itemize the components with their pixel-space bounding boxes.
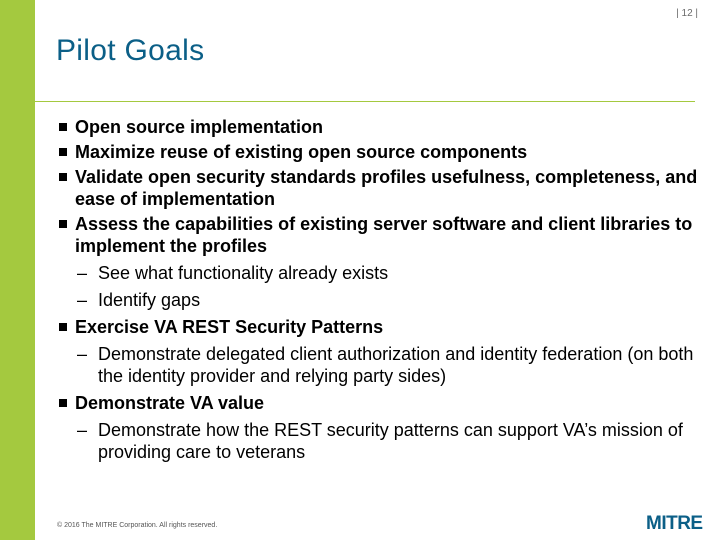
title-divider — [35, 101, 695, 102]
mitre-logo — [646, 512, 706, 532]
bullet-item — [55, 213, 705, 311]
sub-bullet-item — [76, 343, 705, 387]
bullet-item — [55, 392, 705, 463]
bullet-text: Maximize reuse of existing open source components — [75, 142, 528, 162]
bullet-text: Assess the capabilities of existing server software and client libraries to implement the profiles — [75, 214, 693, 256]
page-number: | 12 | — [676, 8, 698, 19]
bullet-item — [55, 116, 705, 138]
dash-bullet-icon: – — [77, 290, 88, 310]
dash-bullet-icon: – — [77, 344, 88, 364]
square-bullet-icon — [59, 399, 67, 407]
sub-bullet-item — [76, 289, 705, 311]
slide-title: Pilot Goals — [56, 34, 205, 67]
sub-bullet-text: Demonstrate delegated client authorization and identity federation (on both the identity provider and relying party sides) — [98, 344, 694, 386]
bullet-text: Exercise VA REST Security Patterns — [75, 317, 384, 337]
bullet-list — [55, 116, 705, 463]
square-bullet-icon — [59, 148, 67, 156]
left-accent-bar — [0, 0, 35, 540]
copyright-notice: © 2016 The MITRE Corporation. All rights reserved. — [57, 522, 218, 529]
slide-content — [55, 116, 705, 468]
bullet-text: Demonstrate VA value — [75, 393, 265, 413]
sub-bullet-text: Identify gaps — [98, 290, 201, 310]
dash-bullet-icon: – — [77, 420, 88, 440]
square-bullet-icon — [59, 323, 67, 331]
sub-bullet-list — [75, 262, 705, 311]
mitre-logo-text: MITRE — [646, 513, 703, 532]
bullet-item — [55, 141, 705, 163]
sub-bullet-list — [75, 419, 705, 463]
sub-bullet-list — [75, 343, 705, 387]
sub-bullet-item — [76, 262, 705, 284]
square-bullet-icon — [59, 173, 67, 181]
sub-bullet-text: See what functionality already exists — [98, 263, 389, 283]
sub-bullet-text: Demonstrate how the REST security patterns can support VA’s mission of providing care to veterans — [98, 420, 683, 462]
sub-bullet-item — [76, 419, 705, 463]
square-bullet-icon — [59, 123, 67, 131]
dash-bullet-icon: – — [77, 263, 88, 283]
bullet-text: Open source implementation — [75, 117, 324, 137]
bullet-item — [55, 316, 705, 387]
bullet-item — [55, 166, 705, 210]
bullet-text: Validate open security standards profiles usefulness, completeness, and ease of implementation — [75, 167, 698, 209]
square-bullet-icon — [59, 220, 67, 228]
